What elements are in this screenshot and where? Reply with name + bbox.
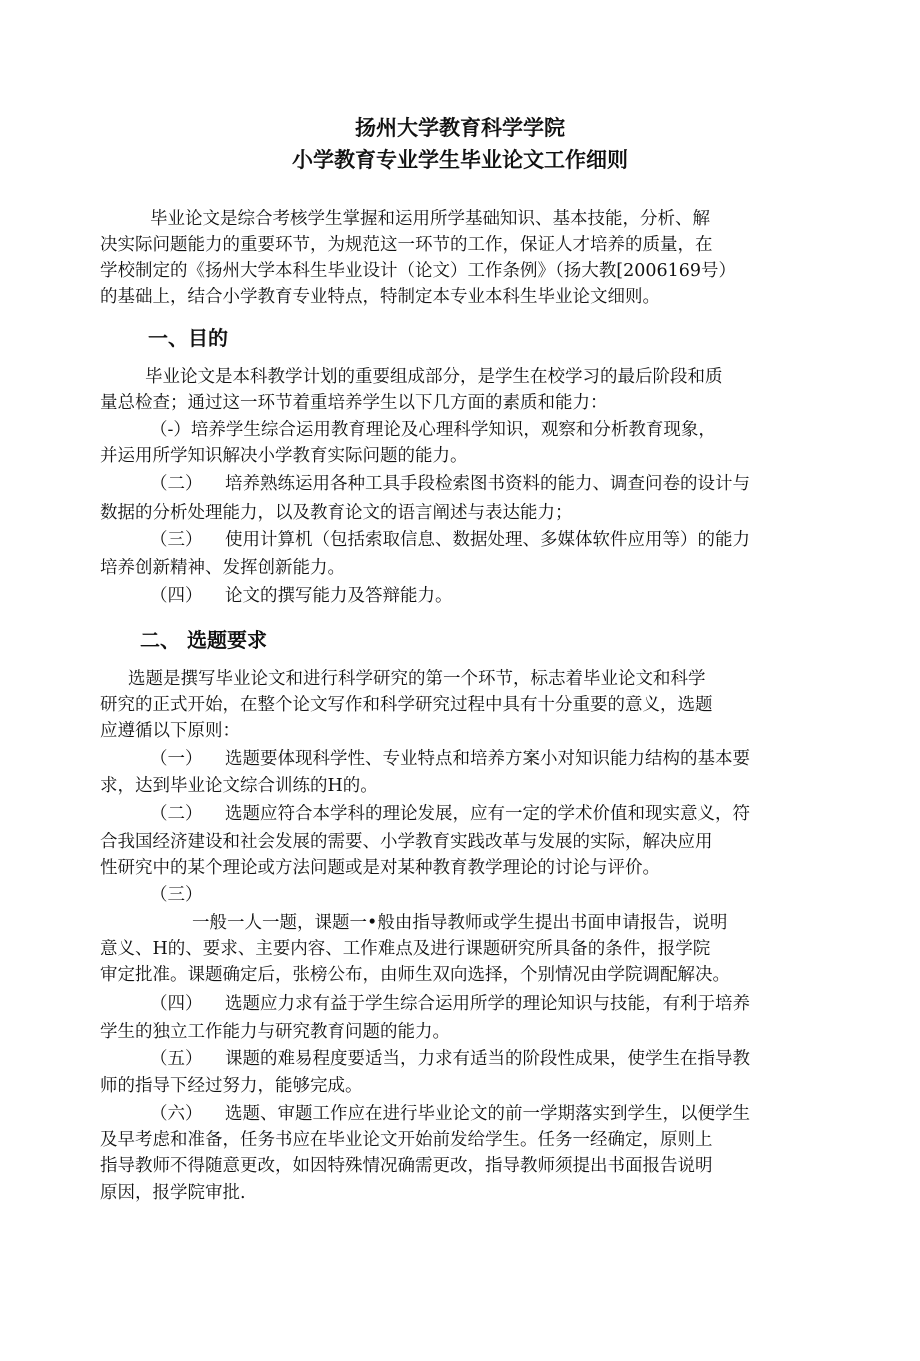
item-text: 选题应力求有益于学生综合运用所学的理论知识与技能，有利于培养 <box>225 994 750 1014</box>
item-text: 课题的难易程度要适当，力求有适当的阶段性成果，使学生在指导教 <box>225 1049 750 1069</box>
section-2-item-3-line: 审定批准。课题确定后，张榜公布，由师生双向选择，个别情况由学院调配解决。 <box>100 965 730 985</box>
section-2-item-6-cont: 原因，报学院审批. <box>100 1183 246 1203</box>
item-label: （三） <box>150 530 203 550</box>
item-label: （二） <box>150 804 203 824</box>
section-2-item-6-cont: 指导教师不得随意更改，如因特殊情况确需更改，指导教师须提出书面报告说明 <box>100 1156 713 1176</box>
section-2-item-1-cont: 求，达到毕业论文综合训练的H的。 <box>100 776 378 796</box>
section-2-intro-line: 选题是撰写毕业论文和进行科学研究的第一个环节，标志着毕业论文和科学 <box>128 669 706 689</box>
intro-line: 决实际问题能力的重要环节，为规范这一环节的工作，保证人才培养的质量，在 <box>100 235 713 255</box>
item-label: （四） <box>150 586 203 606</box>
section-1-item-2-cont: 数据的分析处理能力，以及教育论文的语言阐述与表达能力； <box>100 503 573 523</box>
section-2-item-2-cont: 合我国经济建设和社会发展的需要、小学教育实践改革与发展的实际，解决应用 <box>100 832 713 852</box>
section-2-item-4 <box>150 991 750 1017</box>
item-text: 培养熟练运用各种工具手段检索图书资料的能力、调查问卷的设计与 <box>225 474 750 494</box>
section-2-heading: 二、 选题要求 <box>140 628 267 652</box>
section-1-item-3 <box>150 527 750 553</box>
section-1-heading: 一、目的 <box>148 326 228 350</box>
section-2-item-4-cont: 学生的独立工作能力与研究教育问题的能力。 <box>100 1022 450 1042</box>
item-label: （六） <box>150 1104 203 1124</box>
section-2-item-2-cont: 性研究中的某个理论或方法问题或是对某种教育教学理论的讨论与评价。 <box>100 858 660 878</box>
section-1-intro-line: 量总检查；通过这一环节着重培养学生以下几方面的素质和能力： <box>100 393 608 413</box>
item-text: 选题、审题工作应在进行毕业论文的前一学期落实到学生，以便学生 <box>225 1104 750 1124</box>
section-1-item-1-cont: 并运用所学知识解决小学教育实际问题的能力。 <box>100 446 468 466</box>
item-text: 选题要体现科学性、专业特点和培养方案小对知识能力结构的基本要 <box>225 749 750 769</box>
section-2-item-3-line: 意义、H的、要求、主要内容、工作难点及进行课题研究所具备的条件，报学院 <box>100 939 711 959</box>
intro-line: 学校制定的《扬州大学本科生毕业设计（论文）工作条例》（扬大教[2006169号） <box>100 261 737 281</box>
intro-line: 毕业论文是综合考核学生掌握和运用所学基础知识、基本技能，分析、解 <box>150 209 710 229</box>
document-title-line-1: 扬州大学教育科学学院 <box>355 116 565 140</box>
section-2-intro-line: 应遵循以下原则： <box>100 721 240 741</box>
item-label: （-） <box>150 420 191 440</box>
section-1-item-4 <box>150 583 453 609</box>
section-1-intro-line: 毕业论文是本科教学计划的重要组成部分，是学生在校学习的最后阶段和质 <box>145 367 723 387</box>
intro-line: 的基础上，结合小学教育专业特点，特制定本专业本科生毕业论文细则。 <box>100 287 660 307</box>
section-2-item-1 <box>150 746 750 772</box>
section-2-item-3-line: 一般一人一题，课题一•般由指导教师或学生提出书面申请报告，说明 <box>192 913 728 933</box>
section-2-item-5 <box>150 1046 750 1072</box>
item-text: 选题应符合本学科的理论发展，应有一定的学术价值和现实意义，符 <box>225 804 750 824</box>
section-1-item-2 <box>150 471 750 497</box>
section-1-item-1 <box>150 417 716 443</box>
item-label: （五） <box>150 1049 203 1069</box>
section-2-item-5-cont: 师的指导下经过努力，能够完成。 <box>100 1076 363 1096</box>
section-2-item-6-cont: 及早考虑和准备，任务书应在毕业论文开始前发给学生。任务一经确定，原则上 <box>100 1130 713 1150</box>
item-text: 使用计算机（包括索取信息、数据处理、多媒体软件应用等）的能力 <box>225 530 750 550</box>
document-title-line-2: 小学教育专业学生毕业论文工作细则 <box>292 148 628 172</box>
section-2-item-3-label: （三） <box>150 885 203 905</box>
section-1-item-3-cont: 培养创新精神、发挥创新能力。 <box>100 558 345 578</box>
section-2-item-6 <box>150 1101 750 1127</box>
item-text: 论文的撰写能力及答辩能力。 <box>225 586 453 606</box>
section-2-item-2 <box>150 801 750 827</box>
section-2-intro-line: 研究的正式开始，在整个论文写作和科学研究过程中具有十分重要的意义，选题 <box>100 695 713 715</box>
item-text: 培养学生综合运用教育理论及心理科学知识，观察和分析教育现象， <box>190 420 716 440</box>
item-label: （二） <box>150 474 203 494</box>
item-label: （四） <box>150 994 203 1014</box>
item-label: （一） <box>150 749 203 769</box>
